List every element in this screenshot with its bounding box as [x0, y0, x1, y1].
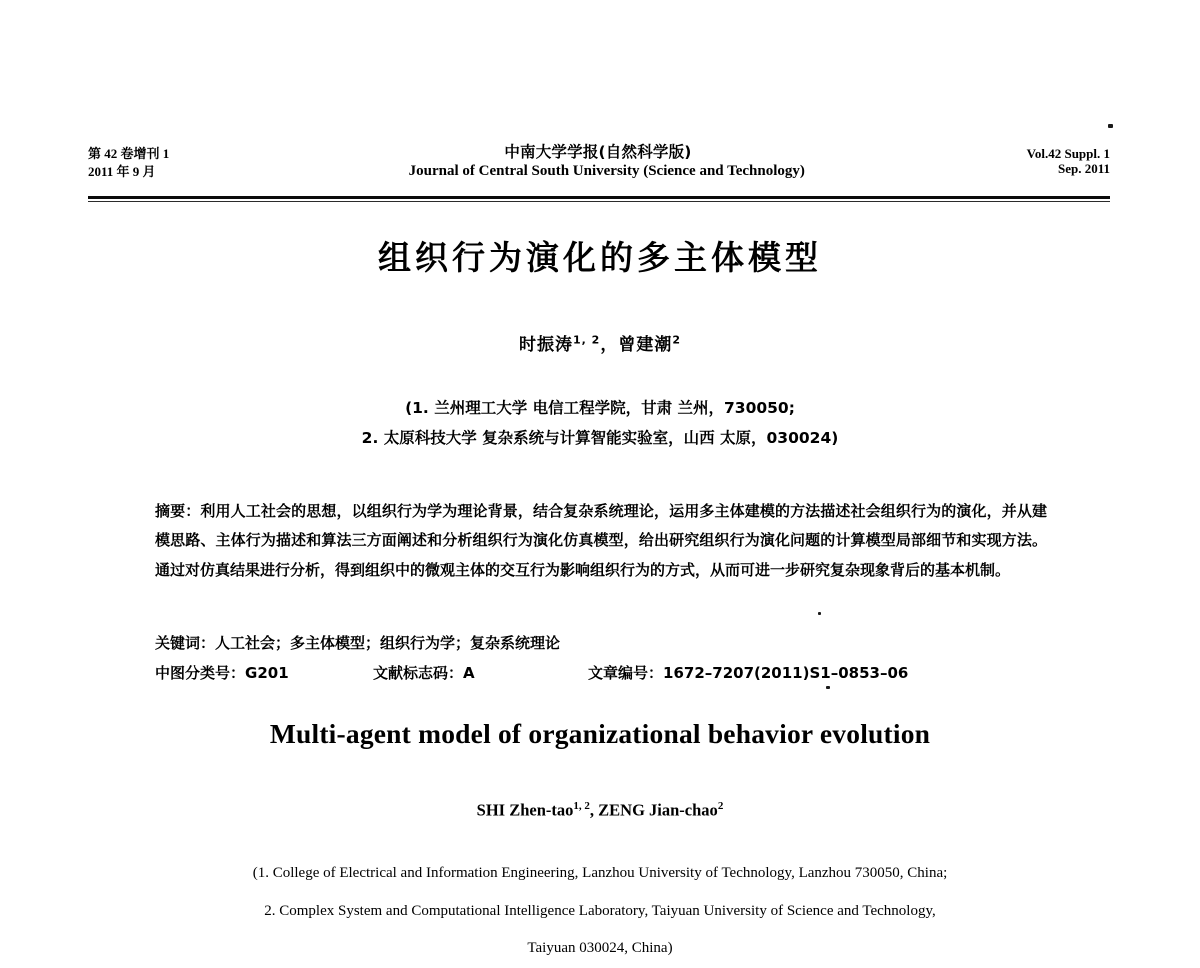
clc-group — [155, 659, 373, 688]
affiliations-cn — [0, 393, 1200, 453]
author-en-1-affil-marker: 1, 2 — [573, 800, 590, 812]
authors-en — [0, 800, 1200, 821]
authors-cn-separator: ， — [600, 335, 619, 355]
article-id-label: 文章编号： — [588, 664, 664, 682]
scan-speck — [1108, 124, 1113, 128]
author-cn-1: 时振涛 — [519, 335, 573, 355]
authors-cn — [0, 330, 1200, 355]
header-rule-thick — [88, 196, 1110, 199]
running-head-row-1 — [88, 142, 1110, 162]
author-cn-2: 曾建潮 — [618, 335, 673, 355]
article-id-value: 1672–7207(2011)S1–0853–06 — [663, 664, 909, 682]
clc-value: G201 — [245, 664, 289, 682]
keywords-block — [155, 629, 1047, 658]
classification-line — [155, 659, 1047, 688]
journal-title-cn-wrap — [169, 142, 1026, 162]
article-id-group — [588, 659, 1047, 688]
author-cn-2-affil-marker: 2 — [672, 333, 681, 347]
scan-speck — [826, 686, 830, 689]
volume-en: Vol.42 Suppl. 1 — [1026, 145, 1110, 161]
affiliation-cn-line-2: 2. 太原科技大学 复杂系统与计算智能实验室，山西 太原，030024) — [361, 429, 839, 448]
date-cn: 2011 年 9 月 — [88, 164, 156, 180]
title-cn: 组织行为演化的多主体模型 — [378, 238, 822, 277]
affiliations-en — [0, 855, 1200, 968]
abstract-label: 摘要： — [155, 502, 201, 520]
affiliation-en-line-2: 2. Complex System and Computational Intelligence Laboratory, Taiyuan University of Science and Technology, — [264, 902, 936, 919]
abstract-text: 利用人工社会的思想，以组织行为学为理论背景，结合复杂系统理论，运用多主体建模的方法描述社会组织行为的演化，并从建模思路、主体行为描述和算法三方面阐述和分析组织行为演化仿真模型，给出研究组织行为演化问题的计算模型局部细节和实现方法。通过对仿真结果进行分析，得到组织中的微观主体的交互行为影响组织行为的方式，从而可进一步研究复杂现象背后的基本机制。 — [155, 502, 1047, 579]
affiliation-en-line-1: (1. College of Electrical and Information Engineering, Lanzhou University of Technology, Lanzhou 730050, China; — [252, 865, 948, 881]
scan-speck — [818, 612, 821, 615]
journal-title-cn: 中南大学学报(自然科学版) — [504, 143, 692, 161]
authors-en-separator: , — [589, 800, 599, 820]
header-rule-thin — [88, 201, 1110, 202]
affiliation-cn-line-1: (1. 兰州理工大学 电信工程学院，甘肃 兰州，730050; — [405, 399, 795, 417]
running-head-row-2 — [88, 161, 1110, 182]
document-code-value: A — [463, 664, 475, 682]
document-code-group — [373, 659, 588, 688]
journal-title-en: Journal of Central South University (Science and Technology) — [408, 163, 805, 180]
author-en-2: ZENG Jian-chao — [598, 800, 718, 820]
clc-label: 中图分类号： — [155, 664, 246, 682]
keywords-text: 人工社会；多主体模型；组织行为学；复杂系统理论 — [215, 634, 561, 652]
author-en-2-affil-marker: 2 — [717, 800, 724, 812]
running-head — [88, 142, 1110, 194]
journal-title-en-wrap — [156, 161, 1058, 182]
keywords-label: 关键词： — [155, 634, 216, 652]
document-code-label: 文献标志码： — [373, 664, 464, 682]
affiliation-en-line-3: Taiyuan 030024, China) — [527, 940, 673, 956]
author-cn-1-affil-marker: 1, 2 — [573, 333, 601, 347]
abstract-block — [155, 497, 1047, 585]
volume-cn: 第 42 卷增刊 1 — [88, 145, 170, 161]
title-en: Multi-agent model of organizational behavior evolution — [269, 718, 931, 749]
author-en-1: SHI Zhen-tao — [476, 800, 574, 820]
date-en: Sep. 2011 — [1057, 161, 1110, 177]
